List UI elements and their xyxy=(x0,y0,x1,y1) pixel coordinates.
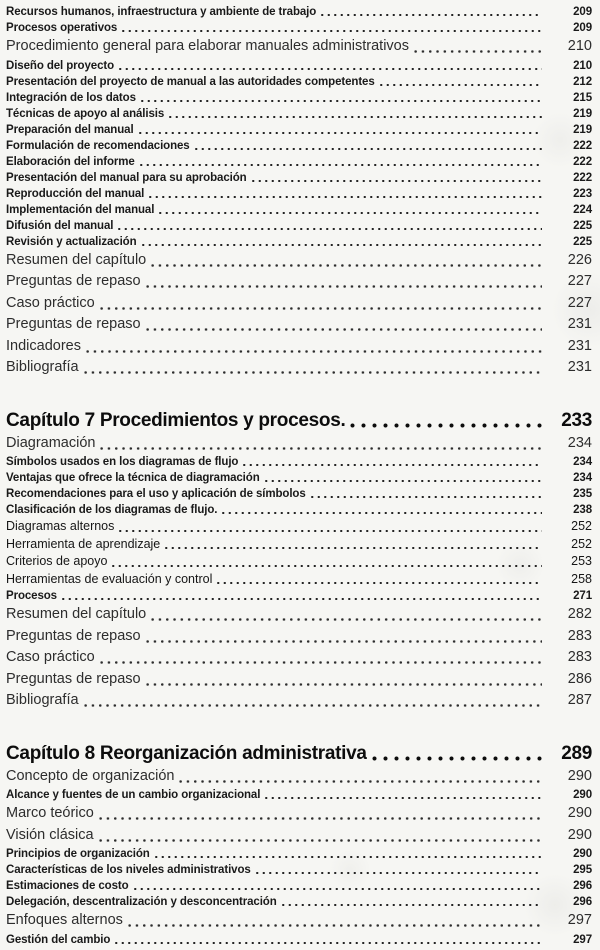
toc-entry-page-number: 297 xyxy=(573,933,592,946)
dot-leader xyxy=(153,855,542,859)
toc-row xyxy=(6,202,592,218)
toc-entry-title: Clasificación de los diagramas de flujo. xyxy=(6,504,218,516)
toc-row xyxy=(6,932,592,948)
toc-entry-page-number: 283 xyxy=(567,627,592,644)
toc-entry-title: Delegación, descentralización y desconcentración xyxy=(6,896,277,908)
dot-leader xyxy=(117,529,542,533)
toc-entry-page-number: 233 xyxy=(561,409,592,431)
toc-entry-title: Indicadores xyxy=(6,337,81,354)
toc-entry-page-number: 219 xyxy=(573,107,592,120)
toc-row xyxy=(6,536,592,554)
dot-leader xyxy=(193,147,542,151)
toc-entry-title: Ventajas que ofrece la técnica de diagramación xyxy=(6,472,260,484)
toc-row xyxy=(6,894,592,910)
toc-row xyxy=(6,357,592,379)
toc-entry-title: Procesos operativos xyxy=(6,22,118,34)
toc-entry-title: Diseño del proyecto xyxy=(6,59,115,72)
dot-leader xyxy=(215,581,542,585)
dot-leader xyxy=(97,816,542,821)
toc-entry-page-number: 222 xyxy=(573,171,592,184)
dot-leader xyxy=(309,495,542,499)
dot-leader xyxy=(319,13,542,17)
toc-row xyxy=(6,271,592,293)
dot-leader xyxy=(84,349,542,354)
dot-leader xyxy=(144,327,542,332)
toc-entry-page-number: 290 xyxy=(567,767,592,784)
toc-entry-page-number: 290 xyxy=(573,789,592,801)
dot-leader xyxy=(144,284,542,289)
toc-row xyxy=(6,626,592,648)
toc-row xyxy=(6,4,592,20)
toc-entry-title: Diagramas alternos xyxy=(6,519,115,533)
toc-entry-title: Recursos humanos, infraestructura y ambiente de trabajo xyxy=(6,6,317,18)
dot-leader xyxy=(138,163,542,167)
dot-leader xyxy=(280,903,542,907)
toc-row xyxy=(6,58,592,74)
toc-row xyxy=(6,74,592,90)
toc-row xyxy=(6,36,592,58)
toc-entry-page-number: 225 xyxy=(573,219,592,232)
toc-entry-page-number: 295 xyxy=(573,864,592,876)
toc-row xyxy=(6,787,592,803)
toc-entry-page-number: 223 xyxy=(573,187,592,200)
dot-leader xyxy=(140,243,542,247)
toc-row xyxy=(6,502,592,518)
toc-row xyxy=(6,486,592,502)
dot-leader xyxy=(144,682,542,687)
toc-entry-title: Principios de organización xyxy=(6,848,150,860)
toc-entry-page-number: 224 xyxy=(573,203,592,216)
toc-row xyxy=(6,766,592,788)
dot-leader xyxy=(250,179,542,183)
toc-entry-title: Bibliografía xyxy=(6,359,79,375)
toc-row xyxy=(6,878,592,894)
toc-row xyxy=(6,106,592,122)
toc-entry-page-number: 231 xyxy=(567,316,592,332)
toc-entry-page-number: 290 xyxy=(567,805,592,821)
dot-leader xyxy=(177,779,542,784)
toc-entry-title: Enfoques alternos xyxy=(6,912,123,928)
dot-leader xyxy=(378,83,542,87)
toc-entry-title: Visión clásica xyxy=(6,826,94,843)
toc-entry-title: Caso práctico xyxy=(6,294,95,311)
toc-entry-page-number: 253 xyxy=(571,554,592,568)
toc-row xyxy=(6,154,592,170)
toc-entry-page-number: 209 xyxy=(573,22,592,34)
toc-entry-page-number: 231 xyxy=(567,359,592,375)
toc-entry-page-number: 271 xyxy=(573,590,592,602)
toc-row xyxy=(6,588,592,604)
dot-leader xyxy=(116,227,542,231)
toc-row xyxy=(6,218,592,234)
dot-leader xyxy=(369,755,544,762)
dot-leader xyxy=(139,99,542,103)
dot-leader xyxy=(137,131,542,135)
toc-row xyxy=(6,250,592,272)
toc-entry-page-number: 296 xyxy=(573,880,592,892)
dot-leader xyxy=(110,564,542,568)
toc-entry-page-number: 286 xyxy=(567,670,592,687)
toc-row xyxy=(6,553,592,571)
toc-row xyxy=(6,669,592,691)
dot-leader xyxy=(220,511,542,515)
dot-leader xyxy=(98,660,542,665)
toc-entry-page-number: 225 xyxy=(573,235,592,248)
toc-entry-title: Difusión del manual xyxy=(6,219,114,232)
toc-row xyxy=(6,409,592,433)
toc-entry-title: Diagramación xyxy=(6,434,96,451)
toc-entry-title: Herramienta de aprendizaje xyxy=(6,536,161,551)
toc-row xyxy=(6,433,592,455)
dot-leader xyxy=(149,263,542,268)
toc-entry-title: Reproducción del manual xyxy=(6,187,145,200)
toc-row xyxy=(6,314,592,336)
toc-entry-title: Capítulo 7 Procedimientos y procesos. xyxy=(6,409,346,431)
toc-row xyxy=(6,20,592,36)
dot-leader xyxy=(98,446,542,451)
toc-row xyxy=(6,122,592,138)
toc-entry-page-number: 238 xyxy=(573,504,592,516)
toc-entry-page-number: 212 xyxy=(573,75,592,88)
toc-entry-page-number: 235 xyxy=(573,488,592,500)
toc-row xyxy=(6,470,592,486)
toc-entry-title: Preguntas de repaso xyxy=(6,273,141,289)
toc-row xyxy=(6,571,592,589)
toc-entry-page-number: 287 xyxy=(567,692,592,708)
toc-entry-title: Caso práctico xyxy=(6,649,95,665)
toc-entry-title: Características de los niveles administrativos xyxy=(6,864,251,876)
toc-entry-page-number: 289 xyxy=(561,742,592,764)
dot-leader xyxy=(263,479,542,483)
dot-leader xyxy=(254,871,542,875)
toc-row xyxy=(6,690,592,712)
toc-entry-page-number: 227 xyxy=(567,294,592,311)
toc-row xyxy=(6,518,592,536)
toc-entry-title: Recomendaciones para el uso y aplicación de símbolos xyxy=(6,488,306,500)
toc-row xyxy=(6,647,592,669)
toc-list xyxy=(6,4,592,948)
toc-entry-title: Implementación del manual xyxy=(6,203,155,216)
dot-leader xyxy=(144,639,542,644)
toc-entry-page-number: 231 xyxy=(567,337,592,354)
toc-entry-title: Gestión del cambio xyxy=(6,933,111,946)
toc-row xyxy=(6,742,592,766)
toc-row xyxy=(6,604,592,626)
toc-entry-page-number: 219 xyxy=(573,123,592,136)
toc-entry-title: Símbolos usados en los diagramas de flujo xyxy=(6,456,239,468)
toc-row xyxy=(6,336,592,358)
toc-entry-page-number: 290 xyxy=(573,848,592,860)
dot-leader xyxy=(113,941,542,945)
dot-leader xyxy=(82,370,542,375)
toc-entry-page-number: 209 xyxy=(573,6,592,18)
toc-entry-page-number: 222 xyxy=(573,139,592,152)
dot-leader xyxy=(157,211,542,215)
toc-row xyxy=(6,862,592,878)
dot-leader xyxy=(163,546,542,550)
toc-row xyxy=(6,846,592,862)
toc-entry-title: Criterios de apoyo xyxy=(6,554,108,568)
toc-entry-title: Integración de los datos xyxy=(6,91,136,104)
dot-leader xyxy=(97,838,542,843)
dot-leader xyxy=(82,703,542,708)
dot-leader xyxy=(241,463,542,467)
toc-entry-title: Concepto de organización xyxy=(6,767,175,784)
toc-row xyxy=(6,454,592,470)
dot-leader xyxy=(98,306,542,311)
toc-entry-title: Presentación del manual para su aprobación xyxy=(6,171,247,184)
toc-entry-title: Procesos xyxy=(6,590,57,602)
toc-entry-title: Resumen del capítulo xyxy=(6,251,147,268)
toc-row xyxy=(6,170,592,186)
toc-entry-title: Resumen del capítulo xyxy=(6,606,147,622)
toc-row xyxy=(6,234,592,250)
dot-leader xyxy=(117,67,542,71)
toc-entry-title: Preguntas de repaso xyxy=(6,670,141,687)
dot-leader xyxy=(126,923,542,928)
dot-leader xyxy=(132,887,542,891)
toc-entry-title: Presentación del proyecto de manual a las autoridades competentes xyxy=(6,75,375,88)
toc-entry-title: Preguntas de repaso xyxy=(6,627,141,644)
toc-entry-page-number: 210 xyxy=(573,59,592,72)
toc-row xyxy=(6,293,592,315)
dot-leader xyxy=(120,29,542,33)
toc-entry-title: Marco teórico xyxy=(6,805,94,821)
toc-entry-title: Alcance y fuentes de un cambio organizacional xyxy=(6,789,261,801)
dot-leader xyxy=(347,422,544,429)
toc-entry-title: Procedimiento general para elaborar manuales administrativos xyxy=(6,38,409,54)
toc-row xyxy=(6,803,592,825)
toc-entry-title: Revisión y actualización xyxy=(6,235,137,248)
toc-row xyxy=(6,186,592,202)
toc-entry-title: Elaboración del informe xyxy=(6,155,135,168)
toc-row xyxy=(6,90,592,106)
toc-entry-page-number: 297 xyxy=(567,912,592,928)
dot-leader xyxy=(60,597,542,601)
toc-entry-page-number: 226 xyxy=(567,251,592,268)
toc-entry-page-number: 222 xyxy=(573,155,592,168)
toc-entry-page-number: 252 xyxy=(571,519,592,533)
toc-entry-title: Capítulo 8 Reorganización administrativa xyxy=(6,742,367,764)
toc-entry-page-number: 258 xyxy=(571,571,592,586)
toc-entry-title: Herramientas de evaluación y control xyxy=(6,571,213,586)
toc-row xyxy=(6,910,592,932)
dot-leader xyxy=(147,195,542,199)
toc-entry-page-number: 234 xyxy=(567,434,592,451)
toc-row xyxy=(6,825,592,847)
toc-entry-title: Técnicas de apoyo al análisis xyxy=(6,107,165,120)
toc-row xyxy=(6,138,592,154)
toc-entry-page-number: 296 xyxy=(573,896,592,908)
dot-leader xyxy=(167,115,542,119)
toc-entry-title: Bibliografía xyxy=(6,692,79,708)
toc-entry-page-number: 290 xyxy=(567,826,592,843)
toc-entry-page-number: 282 xyxy=(567,606,592,622)
toc-entry-page-number: 227 xyxy=(567,273,592,289)
toc-entry-title: Preparación del manual xyxy=(6,123,134,136)
toc-entry-page-number: 234 xyxy=(573,456,592,468)
toc-entry-page-number: 215 xyxy=(573,91,592,104)
toc-entry-page-number: 283 xyxy=(567,649,592,665)
toc-entry-title: Estimaciones de costo xyxy=(6,880,129,892)
toc-entry-title: Preguntas de repaso xyxy=(6,316,141,332)
toc-entry-page-number: 234 xyxy=(573,472,592,484)
dot-leader xyxy=(149,617,542,622)
toc-entry-title: Formulación de recomendaciones xyxy=(6,139,190,152)
dot-leader xyxy=(263,796,542,800)
toc-entry-page-number: 252 xyxy=(571,536,592,551)
dot-leader xyxy=(412,49,542,54)
toc-entry-page-number: 210 xyxy=(567,38,592,54)
